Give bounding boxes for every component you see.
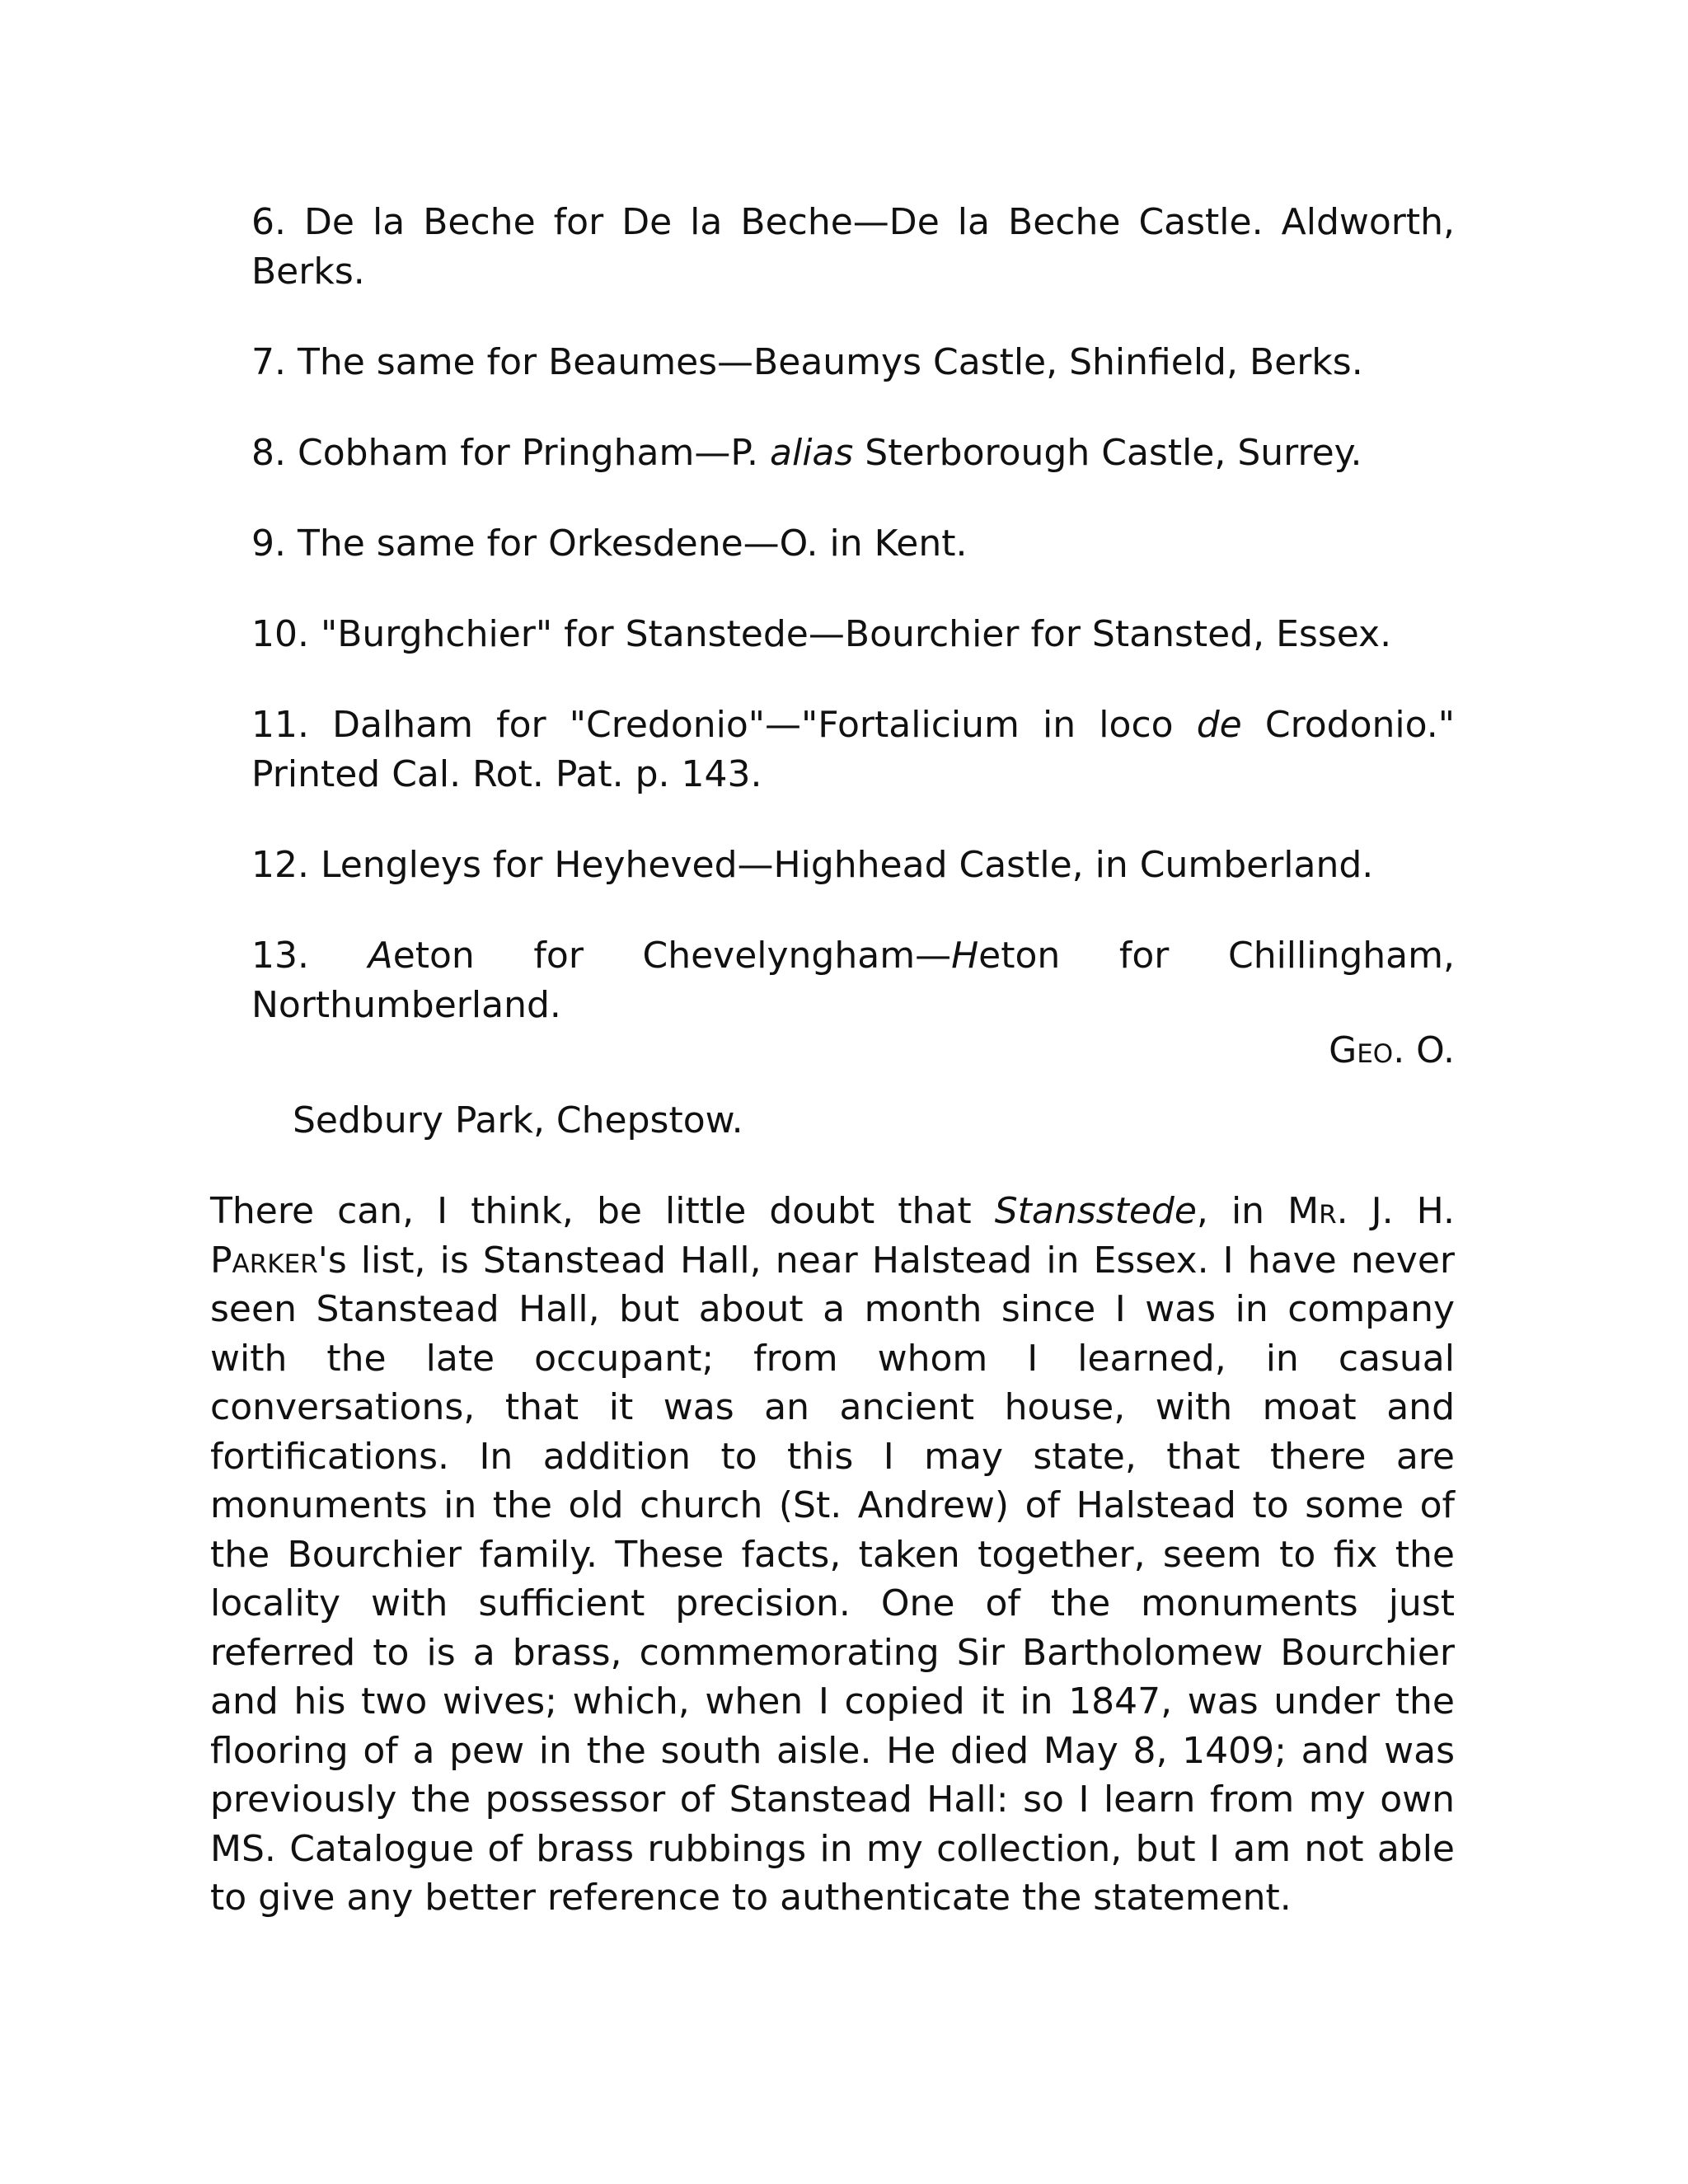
list-item-9	[251, 519, 1455, 569]
item-number: 9.	[251, 523, 286, 565]
list-item-8	[251, 429, 1455, 478]
item-text-italic: alias	[770, 432, 854, 474]
item-text-italic-a: A	[368, 935, 393, 977]
item-text: The same for Beaumes—Beaumys Castle, Shinfield, Berks.	[297, 341, 1363, 383]
item-text-pre: Dalham for "Credonio"—"Fortalicium in loco	[332, 704, 1197, 746]
item-number: 8.	[251, 432, 286, 474]
item-number: 11.	[251, 704, 309, 746]
paragraph-italic-stansstede: Stansstede	[994, 1190, 1197, 1232]
item-text-pre: Cobham for Pringham—P.	[297, 432, 770, 474]
paragraph-smallcaps-parker: Parker	[210, 1239, 318, 1282]
list-item-7	[251, 338, 1455, 387]
item-number: 7.	[251, 341, 286, 383]
list-item-12	[251, 841, 1455, 890]
paragraph-text-2: , in	[1196, 1190, 1288, 1232]
body-paragraph	[210, 1187, 1455, 1923]
item-text-italic-h: H	[951, 935, 979, 977]
paragraph-smallcaps-mr: Mr	[1287, 1190, 1337, 1232]
item-text-post: Sterborough Castle, Surrey.	[853, 432, 1362, 474]
list-item-11	[251, 701, 1455, 799]
paragraph-text-4: 's list, is Stanstead Hall, near Halstead in Essex. I have never seen Stanstead Hall, but about a month since I was in company with the late occupant; from whom I learned, in casual conversations, that it was an ancient house, with moat and fortifications. In addition to this I may state, that there are monuments in the old church (St. Andrew) of Halstead to some of the Bourchier family. These facts, taken together, seem to fix the locality with sufficient precision. One of the monuments just referred to is a brass, commemorating Sir Bartholomew Bourchier and his two wives; which, when I copied it in 1847, was under the flooring of a pew in the south aisle. He died May 8, 1409; and was previously the possessor of Stanstead Hall: so I learn from my own MS. Catalogue of brass rubbings in my collection, but I am not able to give any better reference to authenticate the statement.	[210, 1239, 1455, 1919]
list-item-13	[251, 931, 1455, 1030]
item-text-italic: de	[1196, 704, 1242, 746]
item-text-part-1: eton for Chevelyngham—	[392, 935, 952, 977]
item-number: 12.	[251, 844, 309, 886]
item-text: "Burghchier" for Stanstede—Bourchier for Stansted, Essex.	[320, 613, 1392, 655]
signature	[1329, 1026, 1455, 1076]
item-text-post: Crodonio." Printed Cal. Rot. Pat. p. 143.	[251, 704, 1455, 795]
item-number: 6.	[251, 201, 286, 243]
item-text: The same for Orkesdene—O. in Kent.	[297, 523, 968, 565]
item-text-part-2: eton for Chillingham, Northumberland.	[251, 935, 1455, 1026]
item-text: Lengleys for Heyheved—Highhead Castle, in Cumberland.	[320, 844, 1374, 886]
paragraph-text-3: . J. H.	[1336, 1190, 1455, 1232]
paragraph-text-1: There can, I think, be little doubt that	[210, 1190, 995, 1232]
list-item-10	[251, 610, 1455, 659]
item-number: 10.	[251, 613, 309, 655]
place-line: Sedbury Park, Chepstow.	[293, 1099, 743, 1141]
item-text: De la Beche for De la Beche—De la Beche Castle. Aldworth, Berks.	[251, 201, 1455, 293]
item-number: 13.	[251, 935, 309, 977]
signature-initial: . O.	[1393, 1029, 1455, 1071]
signature-name: Geo	[1329, 1029, 1394, 1071]
list-item-6	[251, 198, 1455, 297]
